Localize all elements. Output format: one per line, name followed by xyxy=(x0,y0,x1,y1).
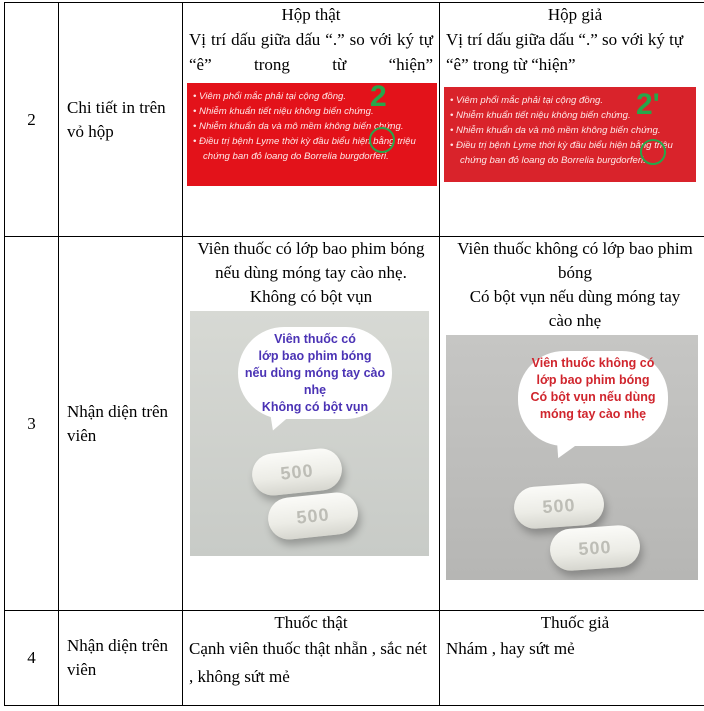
annotation-circle xyxy=(640,139,666,165)
real-box-label-photo xyxy=(187,83,437,186)
real-edge-cell xyxy=(183,611,440,706)
real-box-cell xyxy=(183,3,440,237)
bubble-line: Không có bột vụn xyxy=(261,400,369,414)
real-edge-text: Cạnh viên thuốc thật nhẵn , sắc nét , không sứt mẻ xyxy=(189,639,427,686)
annotation-mark: 2 xyxy=(370,83,387,113)
real-box-text: Vị trí dấu giữa dấu “.” so với ký tự “ê” trong từ “hiện” xyxy=(189,30,433,74)
comparison-table xyxy=(4,2,704,706)
label-line: • Điều trị bệnh Lyme thời kỳ đầu biểu hiện bằng triệu xyxy=(193,134,416,149)
pill: 500 xyxy=(266,490,360,541)
row-number: 2 xyxy=(5,3,59,237)
fake-edge-cell xyxy=(440,611,704,706)
fake-pill-cell xyxy=(440,237,704,611)
real-pill-cell xyxy=(183,237,440,611)
pill: 500 xyxy=(549,524,642,572)
row-number: 4 xyxy=(5,611,59,706)
real-edge-title: Thuốc thật xyxy=(274,613,348,632)
row-label: Nhận diện trên viên xyxy=(59,611,183,706)
row-label: Nhận diện trên viên xyxy=(59,237,183,611)
real-pill-caption: Viên thuốc có lớp bao phim bóng nếu dùng móng tay cào nhẹ. Không có bột vụn xyxy=(197,239,425,306)
label-line: • Nhiễm khuẩn da và mô mềm không biến chứng. xyxy=(450,123,673,138)
fake-box-label-photo xyxy=(444,87,696,182)
fake-box-cell xyxy=(440,3,704,237)
speech-bubble xyxy=(238,327,392,419)
row-number: 3 xyxy=(5,237,59,611)
fake-pill-photo xyxy=(446,335,698,580)
table-row xyxy=(5,237,704,611)
fake-box-title: Hộp giả xyxy=(547,5,603,24)
bubble-tail xyxy=(549,438,575,463)
label-line: • Viêm phổi mắc phải tại cộng đồng. xyxy=(450,93,673,108)
annotation-circle xyxy=(369,127,395,153)
fake-edge-title: Thuốc giả xyxy=(540,613,610,632)
annotation-mark: 2' xyxy=(636,88,660,121)
label-line: • Nhiễm khuẩn tiết niệu không biến chứng. xyxy=(193,104,416,119)
speech-bubble xyxy=(518,351,668,446)
label-line: • Nhiễm khuẩn tiết niệu không biến chứng. xyxy=(450,108,673,123)
label-line: • Điều trị bệnh Lyme thời kỳ đầu biểu hiện bằng triệu xyxy=(450,138,673,153)
table-row xyxy=(5,611,704,706)
pill: 500 xyxy=(250,446,344,497)
bubble-line: Viên thuốc không có xyxy=(531,356,655,370)
bubble-line: nếu dùng móng tay cào nhẹ xyxy=(244,366,386,397)
real-pill-photo xyxy=(190,311,429,556)
bubble-line: Có bột vụn nếu dùng xyxy=(530,390,656,404)
fake-pill-caption-2: Có bột vụn nếu dùng móng tay cào nhẹ xyxy=(469,287,681,330)
fake-box-text: Vị trí dấu giữa dấu “.” so với ký tự “ê” trong từ “hiện” xyxy=(446,30,684,74)
fake-edge-text: Nhám , hay sứt mẻ xyxy=(446,639,575,658)
row-label: Chi tiết in trên vỏ hộp xyxy=(59,3,183,237)
label-line: • Viêm phổi mắc phải tại cộng đồng. xyxy=(193,89,416,104)
table-row xyxy=(5,3,704,237)
fake-pill-caption: Viên thuốc không có lớp bao phim bóng xyxy=(457,239,693,282)
bubble-line: Viên thuốc có xyxy=(274,332,356,346)
label-line-cont: chứng ban đỏ loang do Borrelia burgdorferi. xyxy=(460,155,646,166)
bubble-line: lớp bao phim bóng xyxy=(258,349,372,363)
real-box-title: Hộp thật xyxy=(281,5,341,24)
pill: 500 xyxy=(513,482,606,530)
bubble-line: móng tay cào nhẹ xyxy=(539,407,647,421)
label-line: • Nhiễm khuẩn da và mô mềm không biến chứng. xyxy=(193,119,416,134)
label-line-cont: chứng ban đỏ loang do Borrelia burgdorferi. xyxy=(203,151,389,162)
bubble-line: lớp bao phim bóng xyxy=(536,373,650,387)
